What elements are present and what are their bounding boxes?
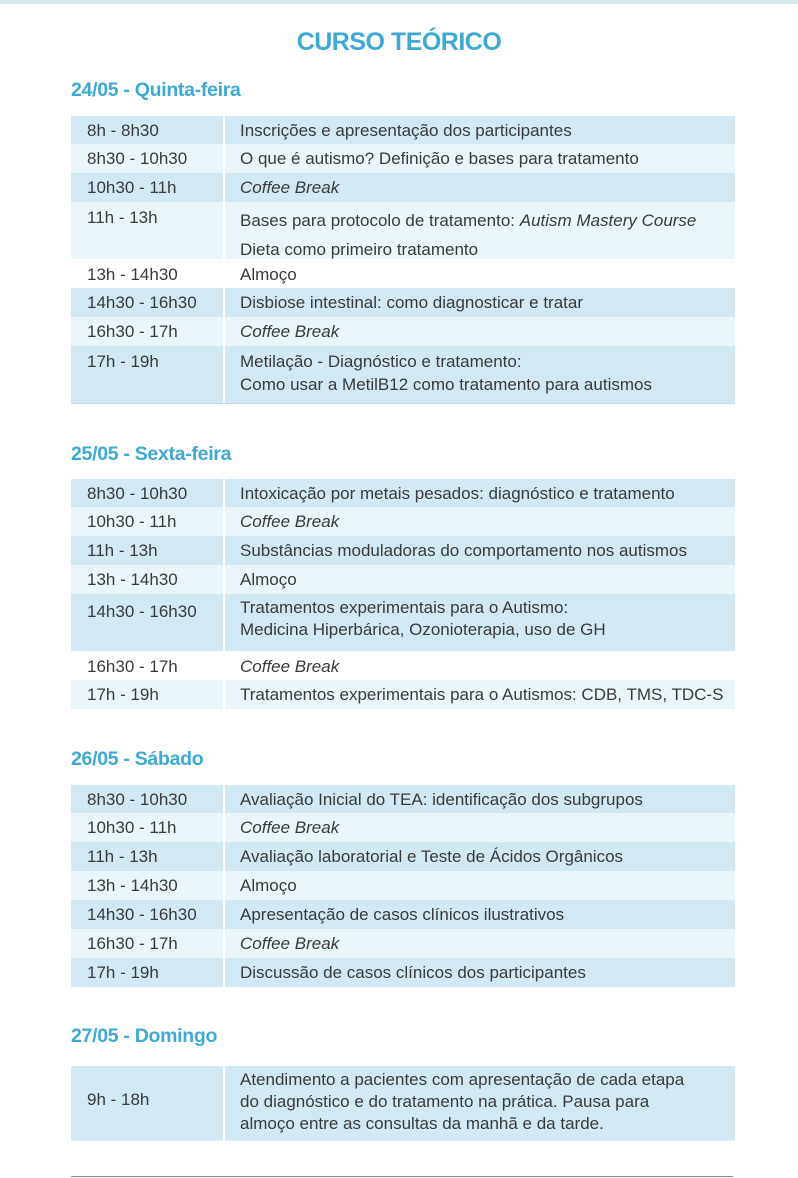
activity-cell: Almoço (225, 565, 735, 594)
table-row (71, 680, 735, 709)
top-border (0, 0, 798, 4)
table-row (71, 785, 735, 813)
activity-cell: Substâncias moduladoras do comportamento nos autismos (225, 536, 735, 565)
table-row (71, 929, 735, 958)
day-heading-2: 25/05 - Sexta-feira (71, 443, 232, 465)
time-cell: 14h30 - 16h30 (71, 594, 223, 651)
activity-cell (225, 346, 735, 403)
activity-cell: Apresentação de casos clínicos ilustrativos (225, 900, 735, 929)
time-cell: 14h30 - 16h30 (71, 288, 223, 317)
table-bottom-line (71, 403, 735, 404)
table-row (71, 317, 735, 346)
day-heading-4: 27/05 - Domingo (71, 1025, 218, 1047)
activity-line: Tratamentos experimentais para o Autismo: (240, 598, 569, 617)
activity-line: Dieta como primeiro tratamento (240, 240, 479, 259)
activity-cell: Coffee Break (225, 929, 735, 958)
activity-cell: Coffee Break (225, 651, 735, 680)
table-row (71, 288, 735, 317)
activity-cell: Avaliação Inicial do TEA: identificação dos subgrupos (225, 785, 735, 813)
day-heading-3: 26/05 - Sábado (71, 748, 204, 770)
table-row (71, 1066, 735, 1141)
activity-cell: Coffee Break (225, 507, 735, 536)
activity-text: Bases para protocolo de tratamento: (240, 211, 520, 230)
time-cell: 13h - 14h30 (71, 565, 223, 594)
activity-text-italic: Autism Mastery Course (519, 211, 697, 230)
table-row (71, 259, 735, 288)
activity-cell (225, 594, 735, 651)
page-title: CURSO TEÓRICO (296, 28, 502, 56)
time-cell: 10h30 - 11h (71, 813, 223, 842)
time-cell: 8h30 - 10h30 (71, 144, 223, 173)
time-cell: 13h - 14h30 (71, 259, 223, 288)
time-cell: 11h - 13h (71, 536, 223, 565)
activity-cell (225, 1066, 735, 1141)
schedule-table-day-2 (71, 479, 735, 709)
activity-cell: Avaliação laboratorial e Teste de Ácidos Orgânicos (225, 842, 735, 871)
schedule-table-day-4 (71, 1066, 735, 1141)
table-row (71, 536, 735, 565)
table-row (71, 202, 735, 259)
activity-cell: Tratamentos experimentais para o Autismos: CDB, TMS, TDC-S (225, 680, 735, 709)
activity-line: almoço entre as consultas da manhã e da tarde. (240, 1114, 604, 1133)
time-cell: 14h30 - 16h30 (71, 900, 223, 929)
day-heading-1: 24/05 - Quinta-feira (71, 79, 241, 101)
activity-cell: Almoço (225, 871, 735, 900)
time-cell: 17h - 19h (71, 958, 223, 987)
table-row (71, 144, 735, 173)
activity-cell: O que é autismo? Definição e bases para tratamento (225, 144, 735, 173)
schedule-table-day-1 (71, 116, 735, 403)
activity-line: Metilação - Diagnóstico e tratamento: (240, 352, 522, 371)
table-row (71, 346, 735, 403)
time-cell: 8h30 - 10h30 (71, 785, 223, 813)
time-cell: 10h30 - 11h (71, 173, 223, 202)
table-row (71, 842, 735, 871)
activity-cell: Discussão de casos clínicos dos participantes (225, 958, 735, 987)
table-row (71, 594, 735, 651)
activity-cell: Intoxicação por metais pesados: diagnóstico e tratamento (225, 479, 735, 507)
activity-line: Medicina Hiperbárica, Ozonioterapia, uso de GH (240, 620, 606, 639)
time-cell: 11h - 13h (71, 202, 223, 259)
time-cell: 11h - 13h (71, 842, 223, 871)
time-cell: 8h - 8h30 (71, 116, 223, 144)
activity-cell: Coffee Break (225, 813, 735, 842)
time-cell: 16h30 - 17h (71, 317, 223, 346)
time-cell: 8h30 - 10h30 (71, 479, 223, 507)
table-row (71, 565, 735, 594)
activity-cell: Almoço (225, 259, 735, 288)
table-row (71, 479, 735, 507)
time-cell: 16h30 - 17h (71, 651, 223, 680)
time-cell: 17h - 19h (71, 680, 223, 709)
time-cell: 9h - 18h (71, 1066, 223, 1141)
schedule-table-day-3 (71, 785, 735, 987)
table-row (71, 958, 735, 987)
activity-cell (225, 202, 735, 259)
table-row (71, 651, 735, 680)
table-row (71, 813, 735, 842)
table-row (71, 871, 735, 900)
activity-cell: Inscrições e apresentação dos participantes (225, 116, 735, 144)
table-row (71, 507, 735, 536)
activity-line (240, 206, 735, 235)
table-row (71, 116, 735, 144)
activity-cell: Coffee Break (225, 173, 735, 202)
time-cell: 16h30 - 17h (71, 929, 223, 958)
time-cell: 13h - 14h30 (71, 871, 223, 900)
table-row (71, 173, 735, 202)
activity-line: do diagnóstico e do tratamento na prática. Pausa para (240, 1092, 650, 1111)
bottom-divider (71, 1176, 733, 1177)
activity-cell: Coffee Break (225, 317, 735, 346)
activity-line: Como usar a MetilB12 como tratamento para autismos (240, 375, 652, 394)
activity-cell: Disbiose intestinal: como diagnosticar e tratar (225, 288, 735, 317)
activity-line: Atendimento a pacientes com apresentação de cada etapa (240, 1070, 685, 1089)
time-cell: 17h - 19h (71, 346, 223, 403)
table-row (71, 900, 735, 929)
time-cell: 10h30 - 11h (71, 507, 223, 536)
